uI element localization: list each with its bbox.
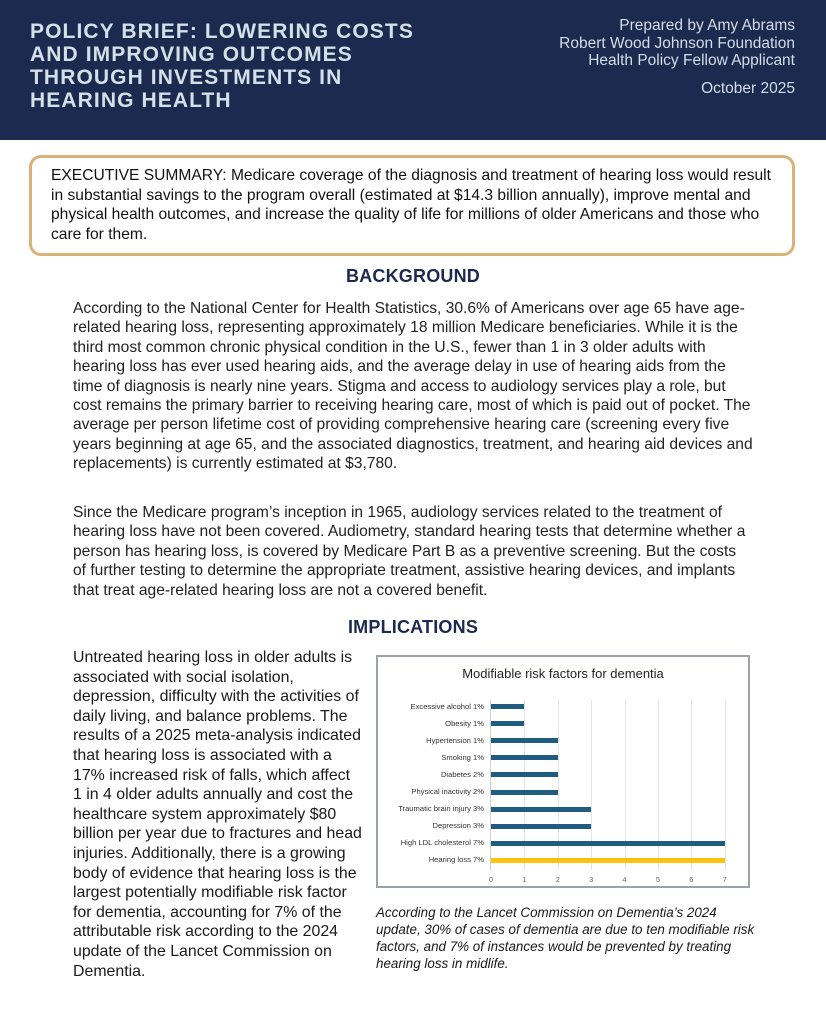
background-heading: BACKGROUND	[346, 266, 480, 286]
bar	[491, 807, 591, 812]
x-tick-label: 1	[522, 875, 527, 884]
bar	[491, 738, 558, 743]
executive-summary-text: EXECUTIVE SUMMARY: Medicare coverage of the diagnosis and treatment of hearing loss would result in substantial savings to the program overall (estimated at $14.3 billion annually), improve mental and physical health outcomes, and increase the quality of life for millions of older Americans and those who care for them.	[51, 167, 771, 243]
document-title	[30, 20, 450, 112]
title-line: THROUGH INVESTMENTS IN	[30, 66, 343, 89]
document-date: October 2025	[701, 79, 795, 97]
prepared-by: Prepared by Amy Abrams	[619, 17, 795, 34]
x-tick-label: 5	[655, 875, 661, 884]
bar-label: Traumatic brain injury 3%	[398, 804, 484, 814]
bar	[491, 704, 524, 709]
chart-caption: According to the Lancet Commission on Dementia’s 2024 update, 30% of cases of dementia are due to ten modifiable risk factors, and 7% of instances would be prevented by treating hearing loss in midlife.	[376, 905, 755, 971]
bar	[491, 841, 725, 846]
gridline	[725, 700, 726, 870]
bar	[491, 790, 558, 795]
dementia-risk-chart	[376, 655, 750, 888]
bar	[491, 755, 558, 760]
x-tick-label: 0	[488, 875, 494, 884]
bar-label: Depression 3%	[432, 821, 484, 831]
x-tick-label: 7	[722, 875, 727, 884]
bar-label: Diabetes 2%	[440, 769, 484, 779]
implications-paragraph: Untreated hearing loss in older adults is associated with social isolation, depression, difficulty with the activities of daily living, and balance problems. The results of a 2025 meta-analysis indicated that hearing loss is associated with a 17% increased risk of falls, which affect 1 in 4 older adults annually and cost the healthcare system approximately $80 billion per year due to fractures and head injuries. Additionally, there is a growing body of evidence that hearing loss is the largest potentially modifiable risk factor for dementia, accounting for 7% of the attributable risk according to the 2024 update of the Lancet Commission on Dementia.	[73, 649, 362, 980]
organization: Robert Wood Johnson Foundation	[559, 34, 795, 52]
chart-title: Modifiable risk factors for dementia	[462, 666, 664, 681]
bar-label: Hearing loss 7%	[428, 855, 484, 865]
bar	[491, 721, 524, 726]
title-line: POLICY BRIEF: LOWERING COSTS	[30, 20, 414, 43]
bar	[491, 858, 725, 863]
bar-label: Hypertension 1%	[426, 735, 484, 745]
author-role: Health Policy Fellow Applicant	[588, 52, 795, 69]
bar-label: Smoking 1%	[441, 752, 484, 762]
bar-label: Obesity 1%	[445, 718, 484, 728]
author-info	[559, 17, 795, 97]
background-paragraph-2: Since the Medicare program’s inception in 1965, audiology services related to the treatment of hearing loss have not been covered. Audiometry, standard hearing tests that determine whether a person has hearing loss, is covered by Medicare Part B as a preventive screening. But the costs of further testing to determine the appropriate treatment, assistive hearing devices, and implants that treat age-related hearing loss are not a covered benefit.	[73, 504, 746, 599]
x-tick-label: 2	[555, 875, 560, 884]
bar-label: Physical inactivity 2%	[411, 787, 484, 796]
title-line: AND IMPROVING OUTCOMES	[30, 43, 353, 66]
bar-label: High LDL cholesterol 7%	[400, 838, 484, 848]
bar	[491, 772, 558, 777]
background-paragraph-1: According to the National Center for Health Statistics, 30.6% of Americans over age 65 have age-related hearing loss, representing approximately 18 million Medicare beneficiaries. While it is the third most common chronic physical condition in the U.S., fewer than 1 in 3 older adults with hearing loss has ever used hearing aids, and the average delay in use of hearing aids from the time of diagnosis is nearly nine years. Stigma and access to audiology services play a role, but cost remains the primary barrier to receiving hearing care, most of which is paid out of pocket. The average per person lifetime cost of providing comprehensive hearing care (screening every five years beginning at age 65, and the associated diagnostics, treatment, and hearing aid devices and replacements) is currently estimated at $3,780.	[73, 300, 753, 473]
chart-plot-area	[378, 657, 748, 886]
header-banner	[0, 0, 826, 140]
bar	[491, 824, 591, 829]
implications-heading: IMPLICATIONS	[347, 617, 479, 637]
x-tick-label: 3	[589, 875, 594, 884]
bar-label: Excessive alcohol 1%	[410, 701, 484, 711]
title-line: HEARING HEALTH	[30, 89, 232, 112]
x-tick-label: 4	[622, 875, 627, 884]
x-tick-label: 6	[689, 875, 694, 884]
executive-summary-box	[29, 155, 795, 256]
